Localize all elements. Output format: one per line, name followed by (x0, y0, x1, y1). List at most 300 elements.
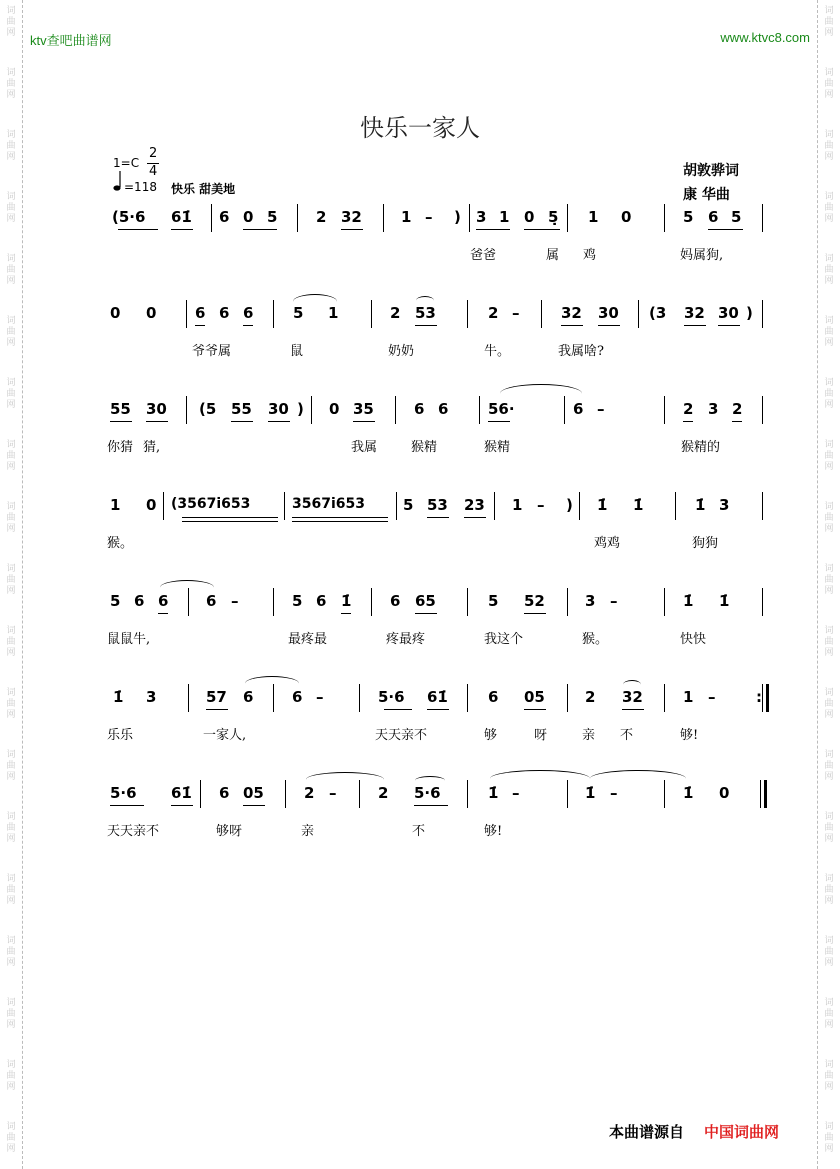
note: (3567i̇653 (171, 496, 251, 512)
note: 61̇ (171, 208, 192, 226)
note: 32 (622, 688, 643, 706)
note: 6 (195, 304, 206, 322)
repeat-dots: : (756, 688, 762, 706)
note: 5 (403, 496, 414, 514)
note: 6 (292, 688, 303, 706)
watermark-text: 词 曲 网 (824, 316, 834, 348)
bar-line (638, 300, 639, 328)
key-signature: 1=C (113, 156, 140, 170)
bar-line (567, 204, 568, 232)
beam (341, 229, 363, 230)
note: 6 (316, 592, 327, 610)
lyric: 天天亲不 (375, 728, 428, 743)
watermark-text: 词 曲 网 (824, 750, 834, 782)
bar-line (395, 396, 396, 424)
note: 0 (329, 400, 340, 418)
watermark-text: 词 曲 网 (824, 1122, 834, 1154)
time-signature-bottom: 4 (149, 164, 158, 179)
bar-line (762, 204, 763, 232)
lyric: 鸡 (583, 248, 597, 263)
bar-line (579, 492, 580, 520)
beam (476, 229, 510, 230)
watermark-text: 词 曲 网 (6, 316, 16, 348)
beam (292, 521, 388, 522)
lyric: 呀 (534, 728, 548, 743)
note: 5·6 (110, 784, 137, 802)
note: 35 (353, 400, 374, 418)
bar-line (762, 300, 763, 328)
note: (5 (199, 400, 217, 418)
slur (160, 580, 214, 595)
note: 6 (243, 304, 254, 322)
note: 3 (476, 208, 487, 226)
note: 6 (438, 400, 449, 418)
bar-line (273, 588, 274, 616)
note: 6 (219, 304, 230, 322)
beam (524, 229, 560, 230)
note: – (329, 784, 337, 802)
bar-line (467, 300, 468, 328)
beam (206, 709, 228, 710)
beam (243, 229, 277, 230)
note: 3 (708, 400, 719, 418)
note: – (512, 304, 520, 322)
beam (243, 805, 265, 806)
note: 1̇ (488, 784, 499, 802)
score-line-4 (0, 496, 840, 566)
watermark-text: 词 曲 网 (6, 626, 16, 658)
note: 6 (243, 688, 254, 706)
repeat-end-bar (766, 684, 769, 712)
watermark-text: 词 曲 网 (6, 68, 16, 100)
note: 52 (524, 592, 545, 610)
note: 5 (683, 208, 694, 226)
note: 5 (488, 592, 499, 610)
note: 5̣ (548, 208, 559, 226)
lyric: 妈属狗, (680, 248, 724, 263)
beam (182, 521, 278, 522)
watermark-text: 词 曲 网 (6, 192, 16, 224)
note: 2 (585, 688, 596, 706)
lyric: 不 (412, 824, 426, 839)
note: ) (566, 496, 573, 514)
note: 5·6 (378, 688, 405, 706)
lyric: 牛。 (484, 344, 511, 359)
watermark-text: 词 曲 网 (824, 440, 834, 472)
note: ) (297, 400, 304, 418)
watermark-text: 词 曲 网 (824, 626, 834, 658)
watermark-text: 词 曲 网 (824, 998, 834, 1030)
lyric: 够呀 (216, 824, 243, 839)
beam (427, 709, 449, 710)
bar-line (163, 492, 164, 520)
beam (171, 805, 193, 806)
watermark-text: 词 曲 网 (824, 192, 834, 224)
lyric: 狗狗 (692, 536, 719, 551)
note: 3 (146, 688, 157, 706)
slur (415, 776, 445, 785)
note: 3 (585, 592, 596, 610)
watermark-text: 词 曲 网 (6, 254, 16, 286)
beam (195, 325, 205, 326)
beam (415, 325, 437, 326)
watermark-text: 词 曲 网 (6, 1060, 16, 1092)
note: 1̇ (719, 592, 730, 610)
note: 55 (110, 400, 131, 418)
lyric: 猴。 (107, 536, 134, 551)
note: 61̇ (171, 784, 192, 802)
bar-line (469, 204, 470, 232)
note: 0 (146, 496, 157, 514)
lyricist-credit: 胡敦骅词 (683, 163, 739, 179)
note: – (316, 688, 324, 706)
time-signature-top: 2 (149, 146, 158, 161)
slur (306, 772, 384, 787)
note: 6 (219, 208, 230, 226)
bar-line (383, 204, 384, 232)
watermark-text: 词 曲 网 (6, 936, 16, 968)
lyric: 猴精 (411, 440, 438, 455)
song-title: 快乐一家人 (360, 114, 480, 142)
note: 6 (219, 784, 230, 802)
note: 2 (488, 304, 499, 322)
note: 65 (415, 592, 436, 610)
note: 05 (243, 784, 264, 802)
note: 55 (231, 400, 252, 418)
watermark-text: 词 曲 网 (6, 502, 16, 534)
bar-line (467, 588, 468, 616)
beam (415, 613, 437, 614)
watermark-text: 词 曲 网 (824, 502, 834, 534)
beam (171, 229, 193, 230)
bar-line (359, 684, 360, 712)
note: 32 (684, 304, 705, 322)
note: 1 (499, 208, 510, 226)
note: 1̇ (341, 592, 352, 610)
watermark-text: 词 曲 网 (6, 812, 16, 844)
note: 2 (390, 304, 401, 322)
beam (414, 805, 448, 806)
lyric: 一家人, (203, 728, 247, 743)
slur (590, 770, 686, 787)
beam (110, 805, 144, 806)
beam (683, 421, 693, 422)
note: 5 (110, 592, 121, 610)
note: 6 (158, 592, 169, 610)
note: 0 (524, 208, 535, 226)
note: 30 (268, 400, 289, 418)
note: 5 (267, 208, 278, 226)
lyric: 奶奶 (388, 344, 415, 359)
note: 30 (598, 304, 619, 322)
source-label: 本曲谱源自 (609, 1123, 685, 1141)
score-line-5 (0, 592, 840, 662)
lyric: 猴。 (582, 632, 609, 647)
note: 1̇ (683, 592, 694, 610)
bar-line (467, 780, 468, 808)
source-credit (609, 1121, 779, 1142)
watermark-text: 词 曲 网 (824, 688, 834, 720)
right-margin-strip (817, 0, 840, 1169)
final-bar (764, 780, 767, 808)
beam (684, 325, 706, 326)
bar-line (762, 588, 763, 616)
note: 0 (621, 208, 632, 226)
left-margin-strip (0, 0, 23, 1169)
bar-line (467, 684, 468, 712)
lyric: 猴精的 (681, 440, 721, 455)
note: 1̇ (113, 688, 124, 706)
note: 5 (731, 208, 742, 226)
lyric: 够! (484, 824, 503, 839)
beam (427, 517, 449, 518)
beam (488, 421, 510, 422)
watermark-text: 词 曲 网 (6, 378, 16, 410)
beam (732, 421, 742, 422)
lyric: 亲 (301, 824, 315, 839)
note: 6 (206, 592, 217, 610)
watermark-text: 词 曲 网 (824, 68, 834, 100)
bar-line (664, 204, 665, 232)
note: 1̇ (683, 784, 694, 802)
note: 57 (206, 688, 227, 706)
bar-line (494, 492, 495, 520)
watermark-text: 词 曲 网 (824, 564, 834, 596)
watermark-text: 词 曲 网 (6, 564, 16, 596)
lyric: 鼠鼠牛, (107, 632, 151, 647)
watermark-text: 词 曲 网 (6, 750, 16, 782)
source-site-link[interactable]: 中国词曲网 (704, 1123, 780, 1141)
note: 0 (110, 304, 121, 322)
note: 3567i̇653 (292, 496, 365, 512)
score-line-1 (0, 208, 840, 278)
lyric: 猜, (143, 440, 161, 455)
note: 61̇ (427, 688, 448, 706)
bar-line (188, 684, 189, 712)
lyric: 我这个 (484, 632, 524, 647)
bar-line (664, 588, 665, 616)
lyric: 爸爸 (470, 248, 497, 263)
slur (245, 676, 299, 691)
lyric: 鼠 (290, 344, 304, 359)
beam (718, 325, 740, 326)
lyric: 爷爷属 (192, 344, 232, 359)
note: 1 (110, 496, 121, 514)
bar-line (541, 300, 542, 328)
note: 2 (316, 208, 327, 226)
note: – (610, 784, 618, 802)
beam (243, 325, 253, 326)
note: 5 (293, 304, 304, 322)
bar-line (297, 204, 298, 232)
note: 1 (328, 304, 339, 322)
bar-line (762, 396, 763, 424)
lyric: 我属 (351, 440, 378, 455)
note: 53 (415, 304, 436, 322)
slur (293, 294, 337, 309)
note: (3 (649, 304, 667, 322)
bar-line (186, 300, 187, 328)
note: – (512, 784, 520, 802)
note: – (231, 592, 239, 610)
beam (118, 229, 158, 230)
bar-line (311, 396, 312, 424)
watermark-text: 词 曲 网 (824, 936, 834, 968)
lyric: 鸡鸡 (594, 536, 621, 551)
bar-line (211, 204, 212, 232)
bar-line (760, 780, 761, 808)
beam (384, 709, 412, 710)
beam (353, 421, 375, 422)
lyric: 快快 (680, 632, 707, 647)
watermark-text: 词 曲 网 (6, 130, 16, 162)
note: 6 (488, 688, 499, 706)
bar-line (284, 492, 285, 520)
bar-line (285, 780, 286, 808)
watermark-text: 词 曲 网 (824, 130, 834, 162)
note: 6 (414, 400, 425, 418)
tempo-mark: =118 (124, 180, 157, 194)
slur (416, 296, 434, 305)
lyric: 天天亲不 (107, 824, 160, 839)
note: (5·6 (112, 208, 146, 226)
note: 0 (243, 208, 254, 226)
watermark-text: 词 曲 网 (6, 688, 16, 720)
bar-line (762, 684, 763, 712)
note: 1 (683, 688, 694, 706)
note: 5·6 (414, 784, 441, 802)
watermark-text: 词 曲 网 (824, 378, 834, 410)
bar-line (371, 300, 372, 328)
lyric: 亲 (582, 728, 596, 743)
lyric: 疼最疼 (386, 632, 426, 647)
note: 0 (719, 784, 730, 802)
quarter-note-icon (113, 170, 121, 192)
beam (231, 421, 253, 422)
beam (561, 325, 583, 326)
note: 1 (588, 208, 599, 226)
note: 1̇ (695, 496, 706, 514)
note: 1̇ (633, 496, 644, 514)
bar-line (762, 492, 763, 520)
note: 6 (573, 400, 584, 418)
watermark-text: 词 曲 网 (824, 6, 834, 38)
beam (524, 709, 546, 710)
lyric: 最疼最 (288, 632, 328, 647)
beam (146, 421, 168, 422)
note: 5 (292, 592, 303, 610)
beam (622, 709, 644, 710)
note: 1 (512, 496, 523, 514)
bar-line (273, 300, 274, 328)
beam (341, 613, 351, 614)
note: – (537, 496, 545, 514)
bar-line (664, 684, 665, 712)
expression-mark: 快乐 甜美地 (171, 182, 236, 196)
slur (500, 384, 582, 403)
bar-line (479, 396, 480, 424)
note: 1̇ (597, 496, 608, 514)
note: 6 (708, 208, 719, 226)
site-name-left[interactable]: ktv查吧曲谱网 (30, 33, 112, 48)
note: ) (746, 304, 753, 322)
note: 30 (146, 400, 167, 418)
lyric: 猴精 (484, 440, 511, 455)
note: 2 (683, 400, 694, 418)
note: 2 (378, 784, 389, 802)
bar-line (396, 492, 397, 520)
beam (268, 421, 290, 422)
score-line-6 (0, 688, 840, 758)
slur (490, 770, 590, 787)
beam (524, 613, 546, 614)
note: 05 (524, 688, 545, 706)
note: 1 (401, 208, 412, 226)
watermark-text: 词 曲 网 (824, 254, 834, 286)
score-line-3 (0, 400, 840, 470)
lyric: 属 (546, 248, 560, 263)
watermark-text: 词 曲 网 (6, 874, 16, 906)
bar-line (186, 396, 187, 424)
score-line-7 (0, 784, 840, 854)
note: 32 (341, 208, 362, 226)
watermark-text: 词 曲 网 (6, 1122, 16, 1154)
beam (598, 325, 620, 326)
watermark-text: 词 曲 网 (824, 812, 834, 844)
site-url-right[interactable]: www.ktvc8.com (720, 30, 810, 45)
bar-line (567, 588, 568, 616)
watermark-text: 词 曲 网 (6, 440, 16, 472)
note: – (610, 592, 618, 610)
beam (158, 613, 168, 614)
bar-line (675, 492, 676, 520)
slur (623, 680, 641, 689)
note: 6 (390, 592, 401, 610)
watermark-text: 词 曲 网 (824, 1060, 834, 1092)
note: ) (454, 208, 461, 226)
beam (182, 517, 278, 518)
note: 2 (732, 400, 743, 418)
note: 2 (304, 784, 315, 802)
note: – (425, 208, 433, 226)
bar-line (200, 780, 201, 808)
lyric: 不 (620, 728, 634, 743)
note: 3 (719, 496, 730, 514)
note: 0 (146, 304, 157, 322)
lyric: 够 (484, 728, 498, 743)
lyric: 够! (680, 728, 699, 743)
note: 30 (718, 304, 739, 322)
note: 1̇ (585, 784, 596, 802)
bar-line (664, 396, 665, 424)
lyric: 我属啥? (558, 344, 604, 359)
note: – (597, 400, 605, 418)
note: 53 (427, 496, 448, 514)
note: – (708, 688, 716, 706)
beam (464, 517, 486, 518)
bar-line (371, 588, 372, 616)
watermark-text: 词 曲 网 (824, 874, 834, 906)
note: 23 (464, 496, 485, 514)
beam (292, 517, 388, 518)
composer-credit: 康 华曲 (683, 187, 730, 203)
watermark-text: 词 曲 网 (6, 6, 16, 38)
beam (708, 229, 743, 230)
bar-line (567, 684, 568, 712)
lyric: 乐乐 (107, 728, 134, 743)
beam (110, 421, 132, 422)
note: 56· (488, 400, 515, 418)
